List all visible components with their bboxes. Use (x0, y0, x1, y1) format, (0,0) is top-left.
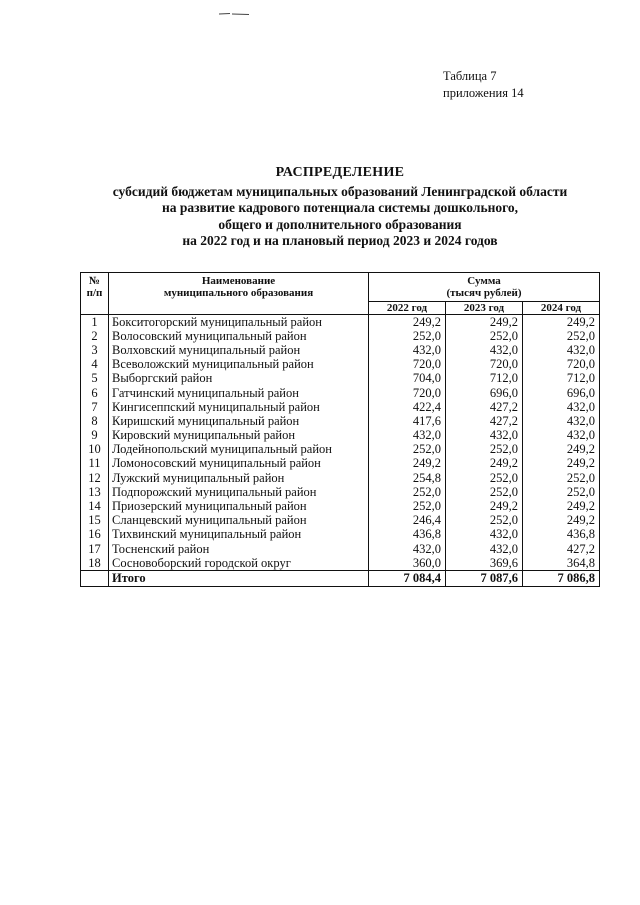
amount-2023: 432,0 (446, 343, 523, 357)
row-number: 16 (81, 528, 109, 542)
row-number: 1 (81, 315, 109, 330)
amount-2022: 246,4 (369, 514, 446, 528)
row-number: 11 (81, 457, 109, 471)
amount-2022: 252,0 (369, 443, 446, 457)
row-number: 18 (81, 556, 109, 571)
header-year-2023: 2023 год (446, 302, 523, 315)
amount-2024: 249,2 (523, 315, 600, 330)
amount-2023: 252,0 (446, 485, 523, 499)
total-2022: 7 084,4 (369, 571, 446, 586)
row-number: 7 (81, 400, 109, 414)
amount-2023: 432,0 (446, 542, 523, 556)
row-number: 6 (81, 386, 109, 400)
header-number (81, 273, 109, 315)
municipality-name: Кировский муниципальный район (109, 429, 369, 443)
municipality-name: Выборгский район (109, 372, 369, 386)
amount-2022: 252,0 (369, 499, 446, 513)
amount-2024: 432,0 (523, 414, 600, 428)
title-heading: РАСПРЕДЕЛЕНИЕ (275, 165, 405, 180)
table-row (81, 386, 600, 400)
amount-2022: 252,0 (369, 485, 446, 499)
municipality-name: Подпорожский муниципальный район (109, 485, 369, 499)
header-year-2022: 2022 год (369, 302, 446, 315)
municipality-name: Гатчинский муниципальный район (109, 386, 369, 400)
table-row (81, 528, 600, 542)
amount-2023: 369,6 (446, 556, 523, 571)
municipality-name: Волховский муниципальный район (109, 343, 369, 357)
table-row (81, 556, 600, 571)
header-year-2024: 2024 год (523, 302, 600, 315)
municipality-name: Лодейнопольский муниципальный район (109, 443, 369, 457)
total-2023: 7 087,6 (446, 571, 523, 586)
row-number: 10 (81, 443, 109, 457)
amount-2023: 252,0 (446, 329, 523, 343)
municipality-name: Кингисеппский муниципальный район (109, 400, 369, 414)
header-sum-line1: Сумма (467, 275, 501, 287)
amount-2023: 249,2 (446, 315, 523, 330)
table-row (81, 514, 600, 528)
table-body (81, 315, 600, 571)
amount-2024: 432,0 (523, 400, 600, 414)
header-number-line1: № (88, 275, 101, 287)
amount-2024: 432,0 (523, 343, 600, 357)
row-number: 8 (81, 414, 109, 428)
title-line: на 2022 год и на плановый период 2023 и 2024 годов (182, 233, 498, 248)
amount-2024: 252,0 (523, 471, 600, 485)
appendix-reference-line: приложения 14 (443, 86, 524, 100)
amount-2023: 427,2 (446, 400, 523, 414)
municipality-name: Тосненский район (109, 542, 369, 556)
header-name-line1: Наименование (201, 275, 276, 287)
amount-2022: 360,0 (369, 556, 446, 571)
amount-2022: 432,0 (369, 343, 446, 357)
municipality-name: Бокситогорский муниципальный район (109, 315, 369, 330)
table-row (81, 499, 600, 513)
municipality-name: Волосовский муниципальный район (109, 329, 369, 343)
table-row (81, 329, 600, 343)
row-number: 12 (81, 471, 109, 485)
amount-2024: 720,0 (523, 358, 600, 372)
table-row (81, 457, 600, 471)
amount-2023: 252,0 (446, 514, 523, 528)
row-number: 5 (81, 372, 109, 386)
row-number: 2 (81, 329, 109, 343)
row-number: 4 (81, 358, 109, 372)
amount-2024: 249,2 (523, 514, 600, 528)
distribution-table (80, 272, 600, 587)
amount-2022: 249,2 (369, 315, 446, 330)
amount-2024: 252,0 (523, 329, 600, 343)
amount-2023: 252,0 (446, 471, 523, 485)
table-row (81, 315, 600, 330)
table-row (81, 358, 600, 372)
municipality-name: Киришский муниципальный район (109, 414, 369, 428)
amount-2022: 254,8 (369, 471, 446, 485)
table-row (81, 400, 600, 414)
municipality-name: Тихвинский муниципальный район (109, 528, 369, 542)
table-row (81, 471, 600, 485)
total-2024: 7 086,8 (523, 571, 600, 586)
header-row (81, 273, 600, 302)
title-line: на развитие кадрового потенциала системы дошкольного, (161, 200, 519, 215)
amount-2022: 432,0 (369, 429, 446, 443)
total-label: Итого (109, 571, 369, 586)
total-row (81, 571, 600, 586)
amount-2022: 249,2 (369, 457, 446, 471)
amount-2022: 720,0 (369, 358, 446, 372)
row-number: 14 (81, 499, 109, 513)
document-title (80, 165, 600, 250)
amount-2022: 720,0 (369, 386, 446, 400)
title-line: общего и дополнительного образования (218, 216, 462, 232)
amount-2024: 364,8 (523, 556, 600, 571)
municipality-name: Всеволожский муниципальный район (109, 358, 369, 372)
amount-2023: 432,0 (446, 528, 523, 542)
amount-2022: 417,6 (369, 414, 446, 428)
table-row (81, 429, 600, 443)
amount-2022: 422,4 (369, 400, 446, 414)
header-name-line2: муниципального образования (163, 287, 314, 299)
table-row (81, 343, 600, 357)
municipality-name: Сосновоборский городской округ (109, 556, 369, 571)
row-number: 17 (81, 542, 109, 556)
amount-2024: 712,0 (523, 372, 600, 386)
amount-2022: 252,0 (369, 329, 446, 343)
row-number: 13 (81, 485, 109, 499)
header-name (109, 273, 369, 315)
amount-2023: 249,2 (446, 457, 523, 471)
municipality-name: Приозерский муниципальный район (109, 499, 369, 513)
amount-2024: 249,2 (523, 499, 600, 513)
amount-2024: 249,2 (523, 443, 600, 457)
amount-2024: 252,0 (523, 485, 600, 499)
amount-2022: 704,0 (369, 372, 446, 386)
amount-2023: 427,2 (446, 414, 523, 428)
table-row (81, 414, 600, 428)
municipality-name: Лужский муниципальный район (109, 471, 369, 485)
amount-2023: 712,0 (446, 372, 523, 386)
amount-2024: 249,2 (523, 457, 600, 471)
table-row (81, 443, 600, 457)
row-number: 15 (81, 514, 109, 528)
amount-2023: 249,2 (446, 499, 523, 513)
amount-2024: 696,0 (523, 386, 600, 400)
amount-2024: 432,0 (523, 429, 600, 443)
table-row (81, 542, 600, 556)
header-sum-line2: (тысяч рублей) (446, 287, 522, 299)
amount-2024: 436,8 (523, 528, 600, 542)
total-number-cell (81, 571, 109, 586)
table-reference-line: Таблица 7 (443, 69, 497, 83)
amount-2024: 427,2 (523, 542, 600, 556)
table-row (81, 372, 600, 386)
municipality-name: Сланцевский муниципальный район (109, 514, 369, 528)
amount-2023: 696,0 (446, 386, 523, 400)
row-number: 3 (81, 343, 109, 357)
amount-2022: 436,8 (369, 528, 446, 542)
header-sum (369, 273, 600, 302)
table-row (81, 485, 600, 499)
amount-2023: 720,0 (446, 358, 523, 372)
row-number: 9 (81, 429, 109, 443)
table-reference (443, 68, 524, 102)
scan-artifact (218, 12, 250, 16)
title-line: субсидий бюджетам муниципальных образований Ленинградской области (112, 183, 568, 199)
header-number-line2: п/п (86, 287, 103, 299)
municipality-name: Ломоносовский муниципальный район (109, 457, 369, 471)
amount-2023: 432,0 (446, 429, 523, 443)
amount-2023: 252,0 (446, 443, 523, 457)
amount-2022: 432,0 (369, 542, 446, 556)
